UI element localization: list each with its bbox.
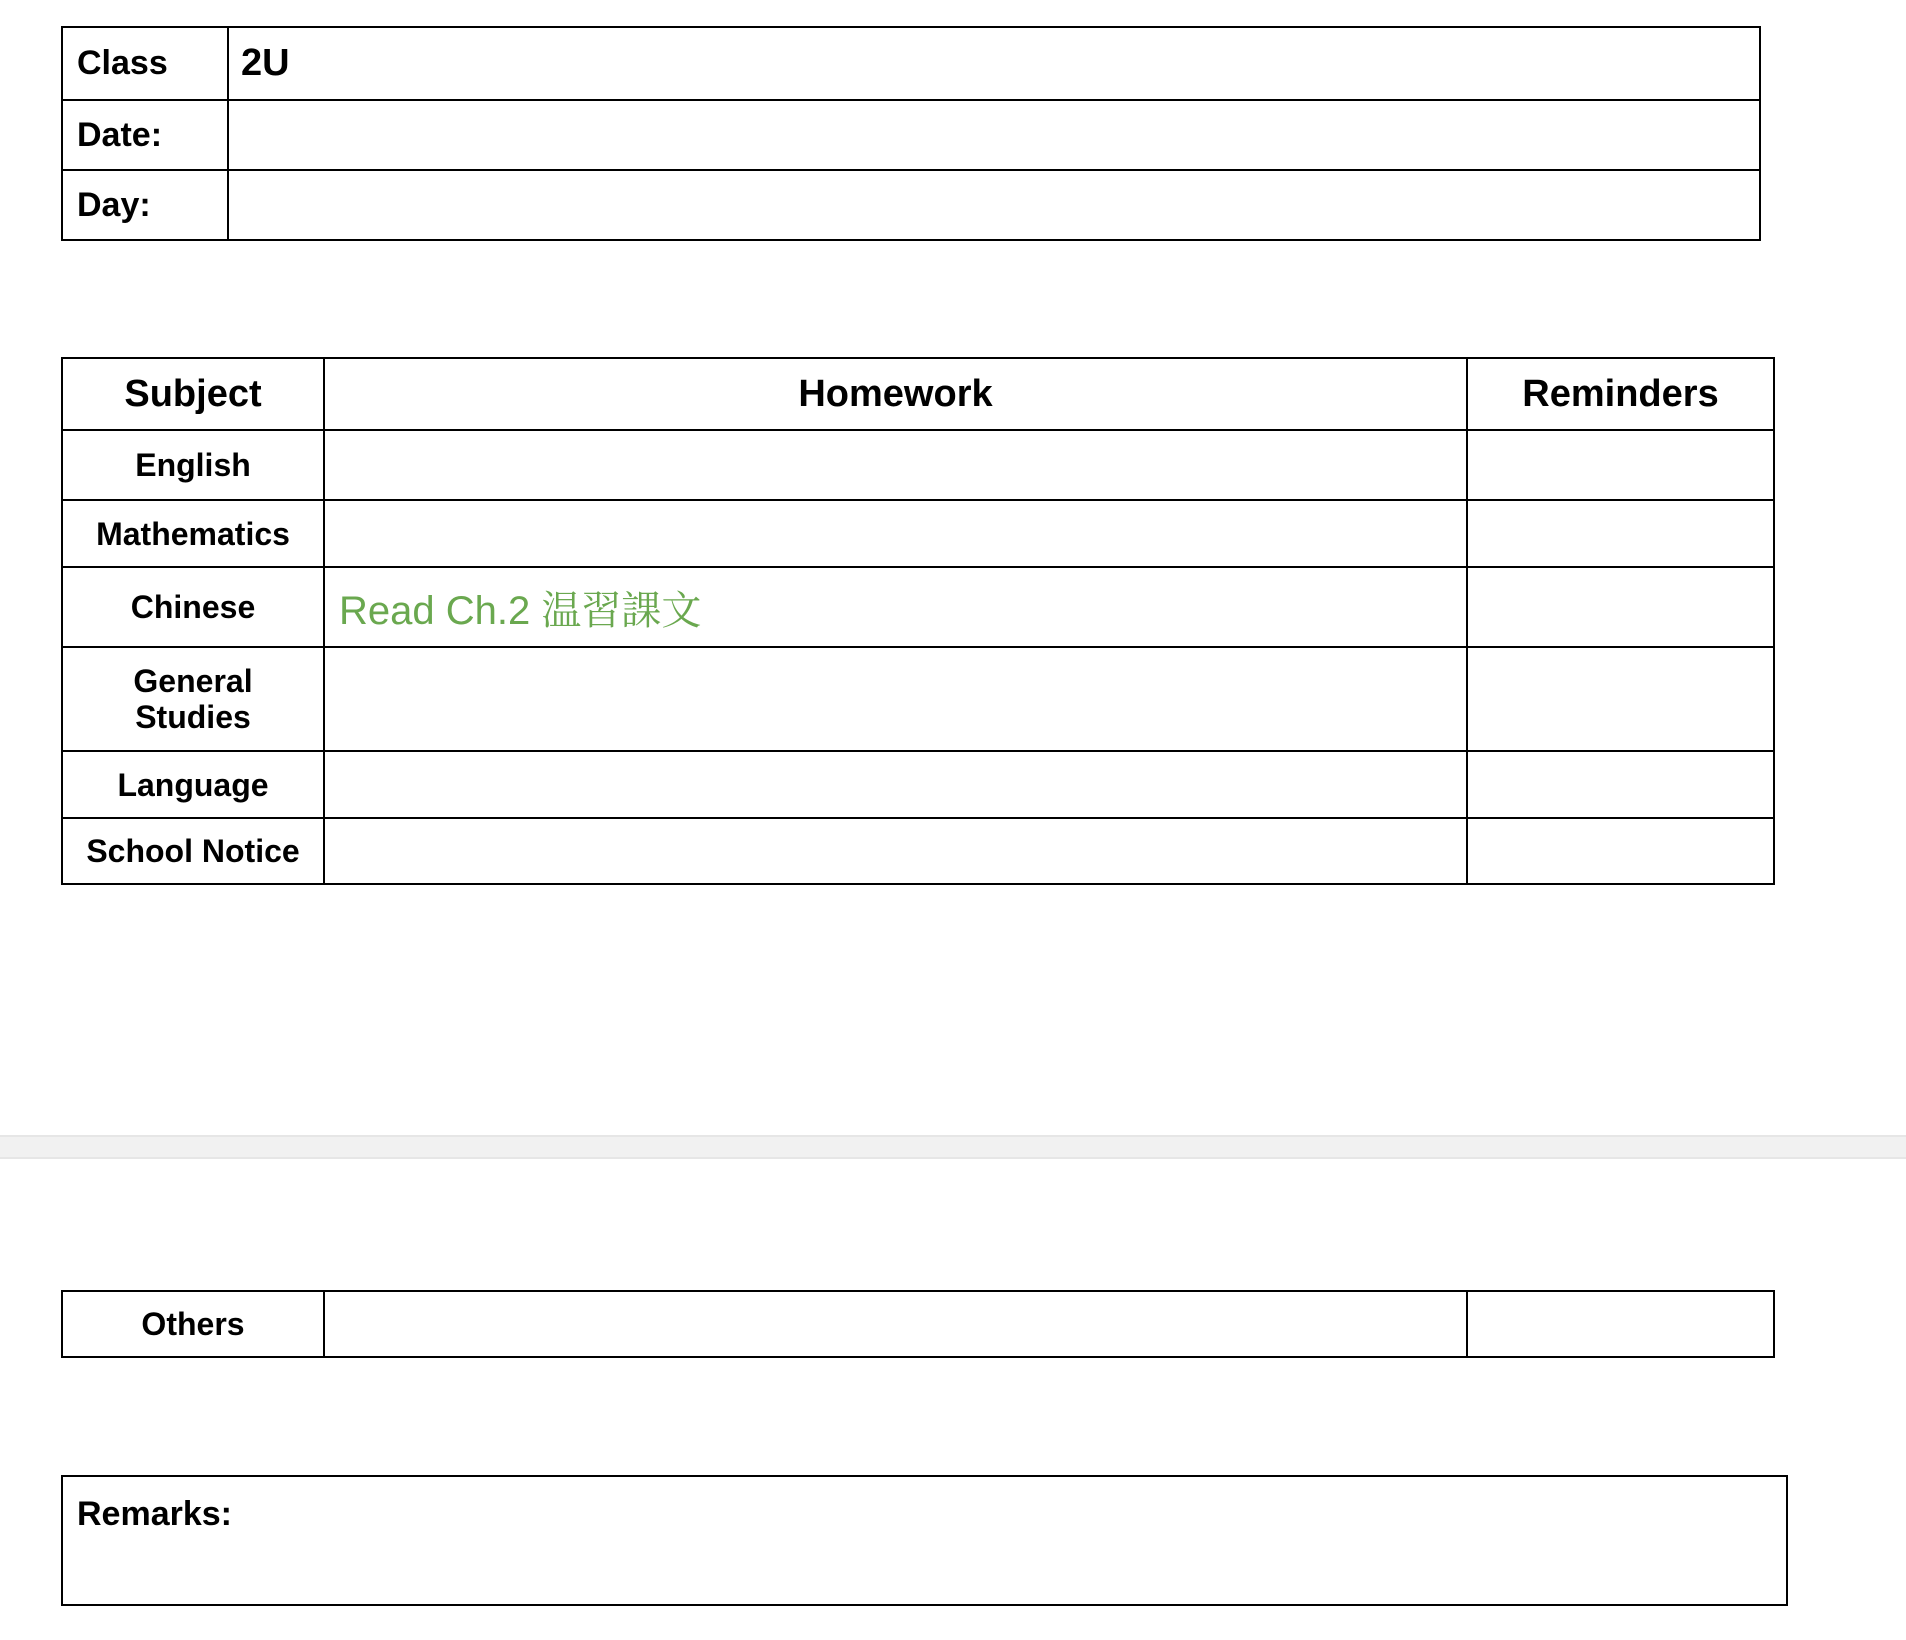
- subject-header: Subject: [62, 358, 324, 430]
- others-homework-cell[interactable]: [324, 1291, 1467, 1357]
- others-table: [61, 1290, 1775, 1358]
- class-label: Class: [62, 27, 228, 100]
- reminders-cell[interactable]: [1467, 430, 1774, 500]
- class-info-table: [61, 26, 1761, 241]
- table-row-chinese: [62, 567, 1774, 647]
- homework-cell[interactable]: [324, 430, 1467, 500]
- homework-cell[interactable]: [324, 500, 1467, 567]
- date-label: Date:: [62, 100, 228, 170]
- reminders-cell[interactable]: [1467, 647, 1774, 751]
- table-row-language: [62, 751, 1774, 818]
- homework-cell[interactable]: [324, 647, 1467, 751]
- table-row-mathematics: [62, 500, 1774, 567]
- reminders-header: Reminders: [1467, 358, 1774, 430]
- table-row-general-studies: [62, 647, 1774, 751]
- day-value[interactable]: [228, 170, 1760, 240]
- table-row-english: [62, 430, 1774, 500]
- subject-cell: Language: [62, 751, 324, 818]
- date-row: [62, 100, 1760, 170]
- table-row-school-notice: [62, 818, 1774, 884]
- remarks-box[interactable]: [61, 1475, 1788, 1606]
- table-row-others: [62, 1291, 1774, 1357]
- remarks-label: Remarks:: [77, 1495, 232, 1533]
- page-break-divider: [0, 1135, 1906, 1159]
- homework-cell[interactable]: [324, 818, 1467, 884]
- reminders-cell[interactable]: [1467, 751, 1774, 818]
- class-value[interactable]: 2U: [228, 27, 1760, 100]
- header-row: [62, 358, 1774, 430]
- homework-table: [61, 357, 1775, 885]
- date-value[interactable]: [228, 100, 1760, 170]
- others-reminders-cell[interactable]: [1467, 1291, 1774, 1357]
- reminders-cell[interactable]: [1467, 500, 1774, 567]
- reminders-cell[interactable]: [1467, 818, 1774, 884]
- class-row: [62, 27, 1760, 100]
- day-label: Day:: [62, 170, 228, 240]
- day-row: [62, 170, 1760, 240]
- homework-header: Homework: [324, 358, 1467, 430]
- subject-cell: General Studies: [62, 647, 324, 751]
- subject-cell: English: [62, 430, 324, 500]
- reminders-cell[interactable]: [1467, 567, 1774, 647]
- others-label: Others: [62, 1291, 324, 1357]
- subject-cell: Chinese: [62, 567, 324, 647]
- subject-cell: School Notice: [62, 818, 324, 884]
- subject-cell: Mathematics: [62, 500, 324, 567]
- homework-cell[interactable]: [324, 751, 1467, 818]
- homework-cell[interactable]: Read Ch.2 温習課文: [324, 567, 1467, 647]
